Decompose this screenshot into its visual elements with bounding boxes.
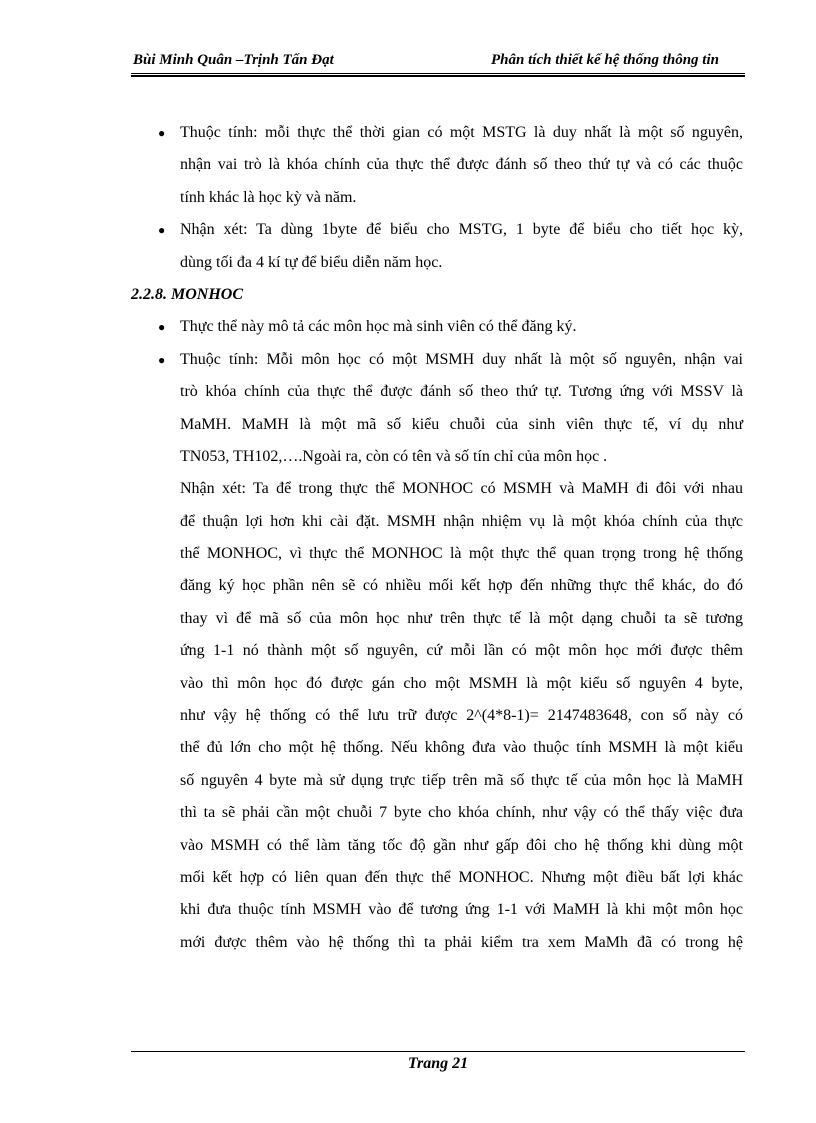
text-line: đăng ký học phần nên sẽ có nhiều mối kết hợp đến những thực thể khác, do đó	[180, 577, 743, 595]
bullet-item	[131, 311, 743, 343]
text-line: trò khóa chính của thực thể được đánh số theo thứ tự. Tương ứng với MSSV là	[180, 383, 743, 401]
text-line: Thực thể này mô tả các môn học mà sinh viên có thể đăng ký.	[180, 318, 577, 336]
text-line: Thuộc tính: Mỗi môn học có một MSMH duy nhất là một số nguyên, nhận vai	[180, 350, 743, 368]
footer-rule	[131, 1051, 745, 1052]
text-line: Nhận xét: Ta dùng 1byte để biểu cho MSTG, 1 byte để biểu cho tiết học kỳ,	[180, 221, 743, 239]
text-line: số nguyên 4 byte mà sử dụng trực tiếp trên mã số thực tế của môn học là MaMH	[180, 771, 743, 789]
header-authors: Bùi Minh Quân –Trịnh Tấn Đạt	[133, 52, 334, 68]
text-line: khi đưa thuộc tính MSMH vào để tương ứng 1-1 với MaMH là khi một môn học	[180, 901, 743, 919]
bullet-icon: ●	[158, 223, 166, 238]
text-line: thể đủ lớn cho một hệ thống. Nếu không đưa vào thuộc tính MSMH là một kiểu	[180, 739, 743, 757]
bullet-icon: ●	[158, 320, 166, 335]
bullet-item	[131, 214, 743, 246]
text-line: thể MONHOC, vì thực thể MONHOC là một thực thể quan trọng trong hệ thống	[180, 545, 743, 563]
text-line: Thuộc tính: mỗi thực thể thời gian có một MSTG là duy nhất là một số nguyên,	[180, 124, 743, 141]
bullet-item	[131, 344, 743, 376]
bullet-icon: ●	[158, 352, 166, 367]
text-line: thì ta sẽ phải cần một chuỗi 7 byte cho khóa chính, như vậy có thể thấy việc đưa	[180, 804, 743, 822]
header-rule-thick	[131, 75, 745, 77]
text-line: vào thì môn học đó được gán cho một MSMH là một kiểu số nguyên 4 byte,	[180, 674, 743, 692]
text-line: TN053, TH102,….Ngoài ra, còn có tên và số tín chỉ của môn học .	[180, 447, 608, 465]
text-line: nhận vai trò là khóa chính của thực thể được đánh số theo thứ tự và có các thuộc	[180, 156, 743, 174]
bullet-icon: ●	[158, 126, 166, 140]
text-line: như vậy hệ thống có thể lưu trữ được 2^(4*8-1)= 2147483648, con số này có	[180, 707, 743, 725]
page-number: Trang 21	[407, 1055, 469, 1072]
text-line: tính khác là học kỳ và năm.	[180, 188, 357, 206]
text-line: mới được thêm vào hệ thống thì ta phải kiểm tra xem MaMh đã có trong hệ	[180, 933, 743, 951]
header-title: Phân tích thiết kế hệ thống thông tin	[491, 52, 719, 68]
text-line: MaMH. MaMH là một mã số kiểu chuỗi của sinh viên thực tế, ví dụ như	[180, 415, 743, 433]
header-rule	[131, 73, 745, 74]
text-line: ứng 1-1 nó thành một số nguyên, cứ mỗi lần có một môn học mới được thêm	[180, 642, 743, 660]
text-line: dùng tối đa 4 kí tự để biểu diễn năm học.	[180, 253, 443, 271]
text-line: vào MSMH có thể làm tăng tốc độ gần như gấp đôi cho hệ thống khi dùng một	[180, 836, 743, 854]
text-line: Nhận xét: Ta để trong thực thể MONHOC có MSMH và MaMH đi đôi với nhau	[180, 480, 743, 498]
text-line: để thuận lợi hơn khi cài đặt. MSMH nhận nhiệm vụ là một khóa chính của thực	[180, 512, 743, 530]
page-header	[131, 50, 745, 72]
text-line: thay vì để mã số của môn học như trên thực tế là một dạng chuỗi ta sẽ tương	[180, 609, 743, 627]
text-line: mối kết hợp có liên quan đến thực thể MONHOC. Nhưng một điều bất lợi khác	[180, 868, 743, 886]
bullet-item	[131, 117, 743, 149]
page-body	[131, 117, 743, 959]
section-heading: 2.2.8. MONHOC	[131, 285, 244, 303]
